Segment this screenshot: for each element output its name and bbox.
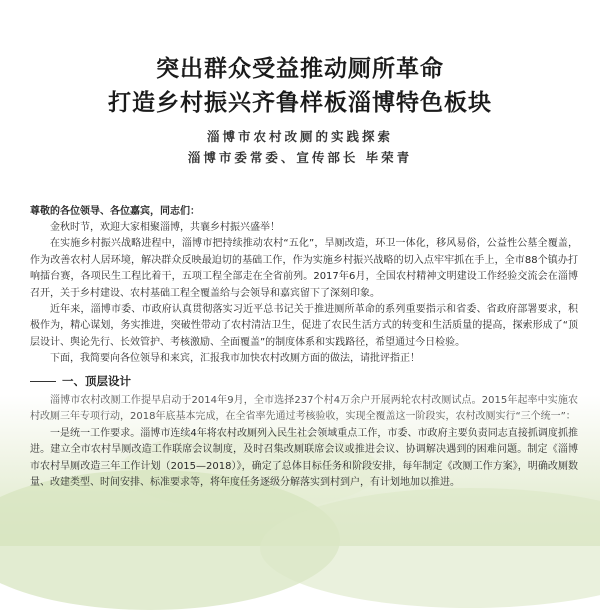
author-line: 淄博市委常委、宣传部长 毕荣青 <box>187 150 413 165</box>
paragraph: 一是统一工作要求。淄博市连续4年将农村改厕列入民生社会领域重点工作，市委、市政府主要负责同志直接抓调度抓推进。建立全市农村旱厕改造工作联席会议制度，及时召集改厕联席会议或推进会议、协调解决遇到的困难问题。制定《淄博市农村旱厕改造三年工作计划（2015—2018）》，确定了总体目标任务和阶段安排，每年制定《改厕工作方案》，明确改厕数量、改建类型、时间安排、标准要求等，将年度任务逐级分解落实到村到户，有计划地加以推进。 <box>30 427 578 489</box>
subtitle-line-1: 淄博市农村改厕的实践探索 <box>206 129 393 144</box>
intro-paragraphs <box>30 220 578 368</box>
paragraph: 下面，我简要向各位领导和来宾，汇报我市加快农村改厕方面的做法，请批评指正！ <box>50 353 420 365</box>
paragraph: 在实施乡村振兴战略进程中，淄博市把持续推动农村“五化”，旱厕改造，环卫一体化，移风易俗，公益性公墓全覆盖，作为改善农村人居环境，解决群众反映最迫切的基础工作，作为实施乡村振兴战略的切入点牢牢抓在手上，全市88个镇办打响擂台赛，各项民生工程比着干，五项工程全部走在全省前列。2017年6月，全国农村精神文明建设工作经验交流会在淄博召开，关于乡村建设、农村基础工程全覆盖给与会领导和嘉宾留下了深刻印象。 <box>30 238 578 299</box>
paragraph: 金秋时节，欢迎大家相聚淄博，共襄乡村振兴盛举！ <box>50 222 280 233</box>
main-title-line-2: 打造乡村振兴齐鲁样板淄博特色板块 <box>108 89 492 116</box>
main-title-line-1: 突出群众受益推动厕所革命 <box>156 55 444 82</box>
section-paragraphs <box>30 393 578 491</box>
paragraph: 近年来，淄博市委、市政府认真贯彻落实习近平总书记关于推进厕所革命的系列重要指示和省委、省政府部署要求，积极作为，精心谋划，务实推进，突破性带动了农村清洁卫生，促进了农民生活方式的转变和生活质量的提高，探索形成了“顶层设计、舆论先行、长效管护、考核激励、全面覆盖”的制度体系和实践路径，希望通过今日检验。 <box>30 304 578 348</box>
paragraph: 淄博市农村改厕工作提早启动于2014年9月，全市选择237个村4万余户开展两轮农村改厕试点。2015年起率中实施农村改厕三年专项行动，2018年底基本完成，在全省率先通过考核验收，实现全覆盖这一阶段实，农村改厕实行“三个统一”： <box>30 395 578 423</box>
section-dash-icon <box>30 381 56 382</box>
section-heading-text: 一、顶层设计 <box>62 374 131 388</box>
section-heading <box>30 373 131 389</box>
greeting: 尊敬的各位领导、各位嘉宾，同志们： <box>30 206 200 217</box>
